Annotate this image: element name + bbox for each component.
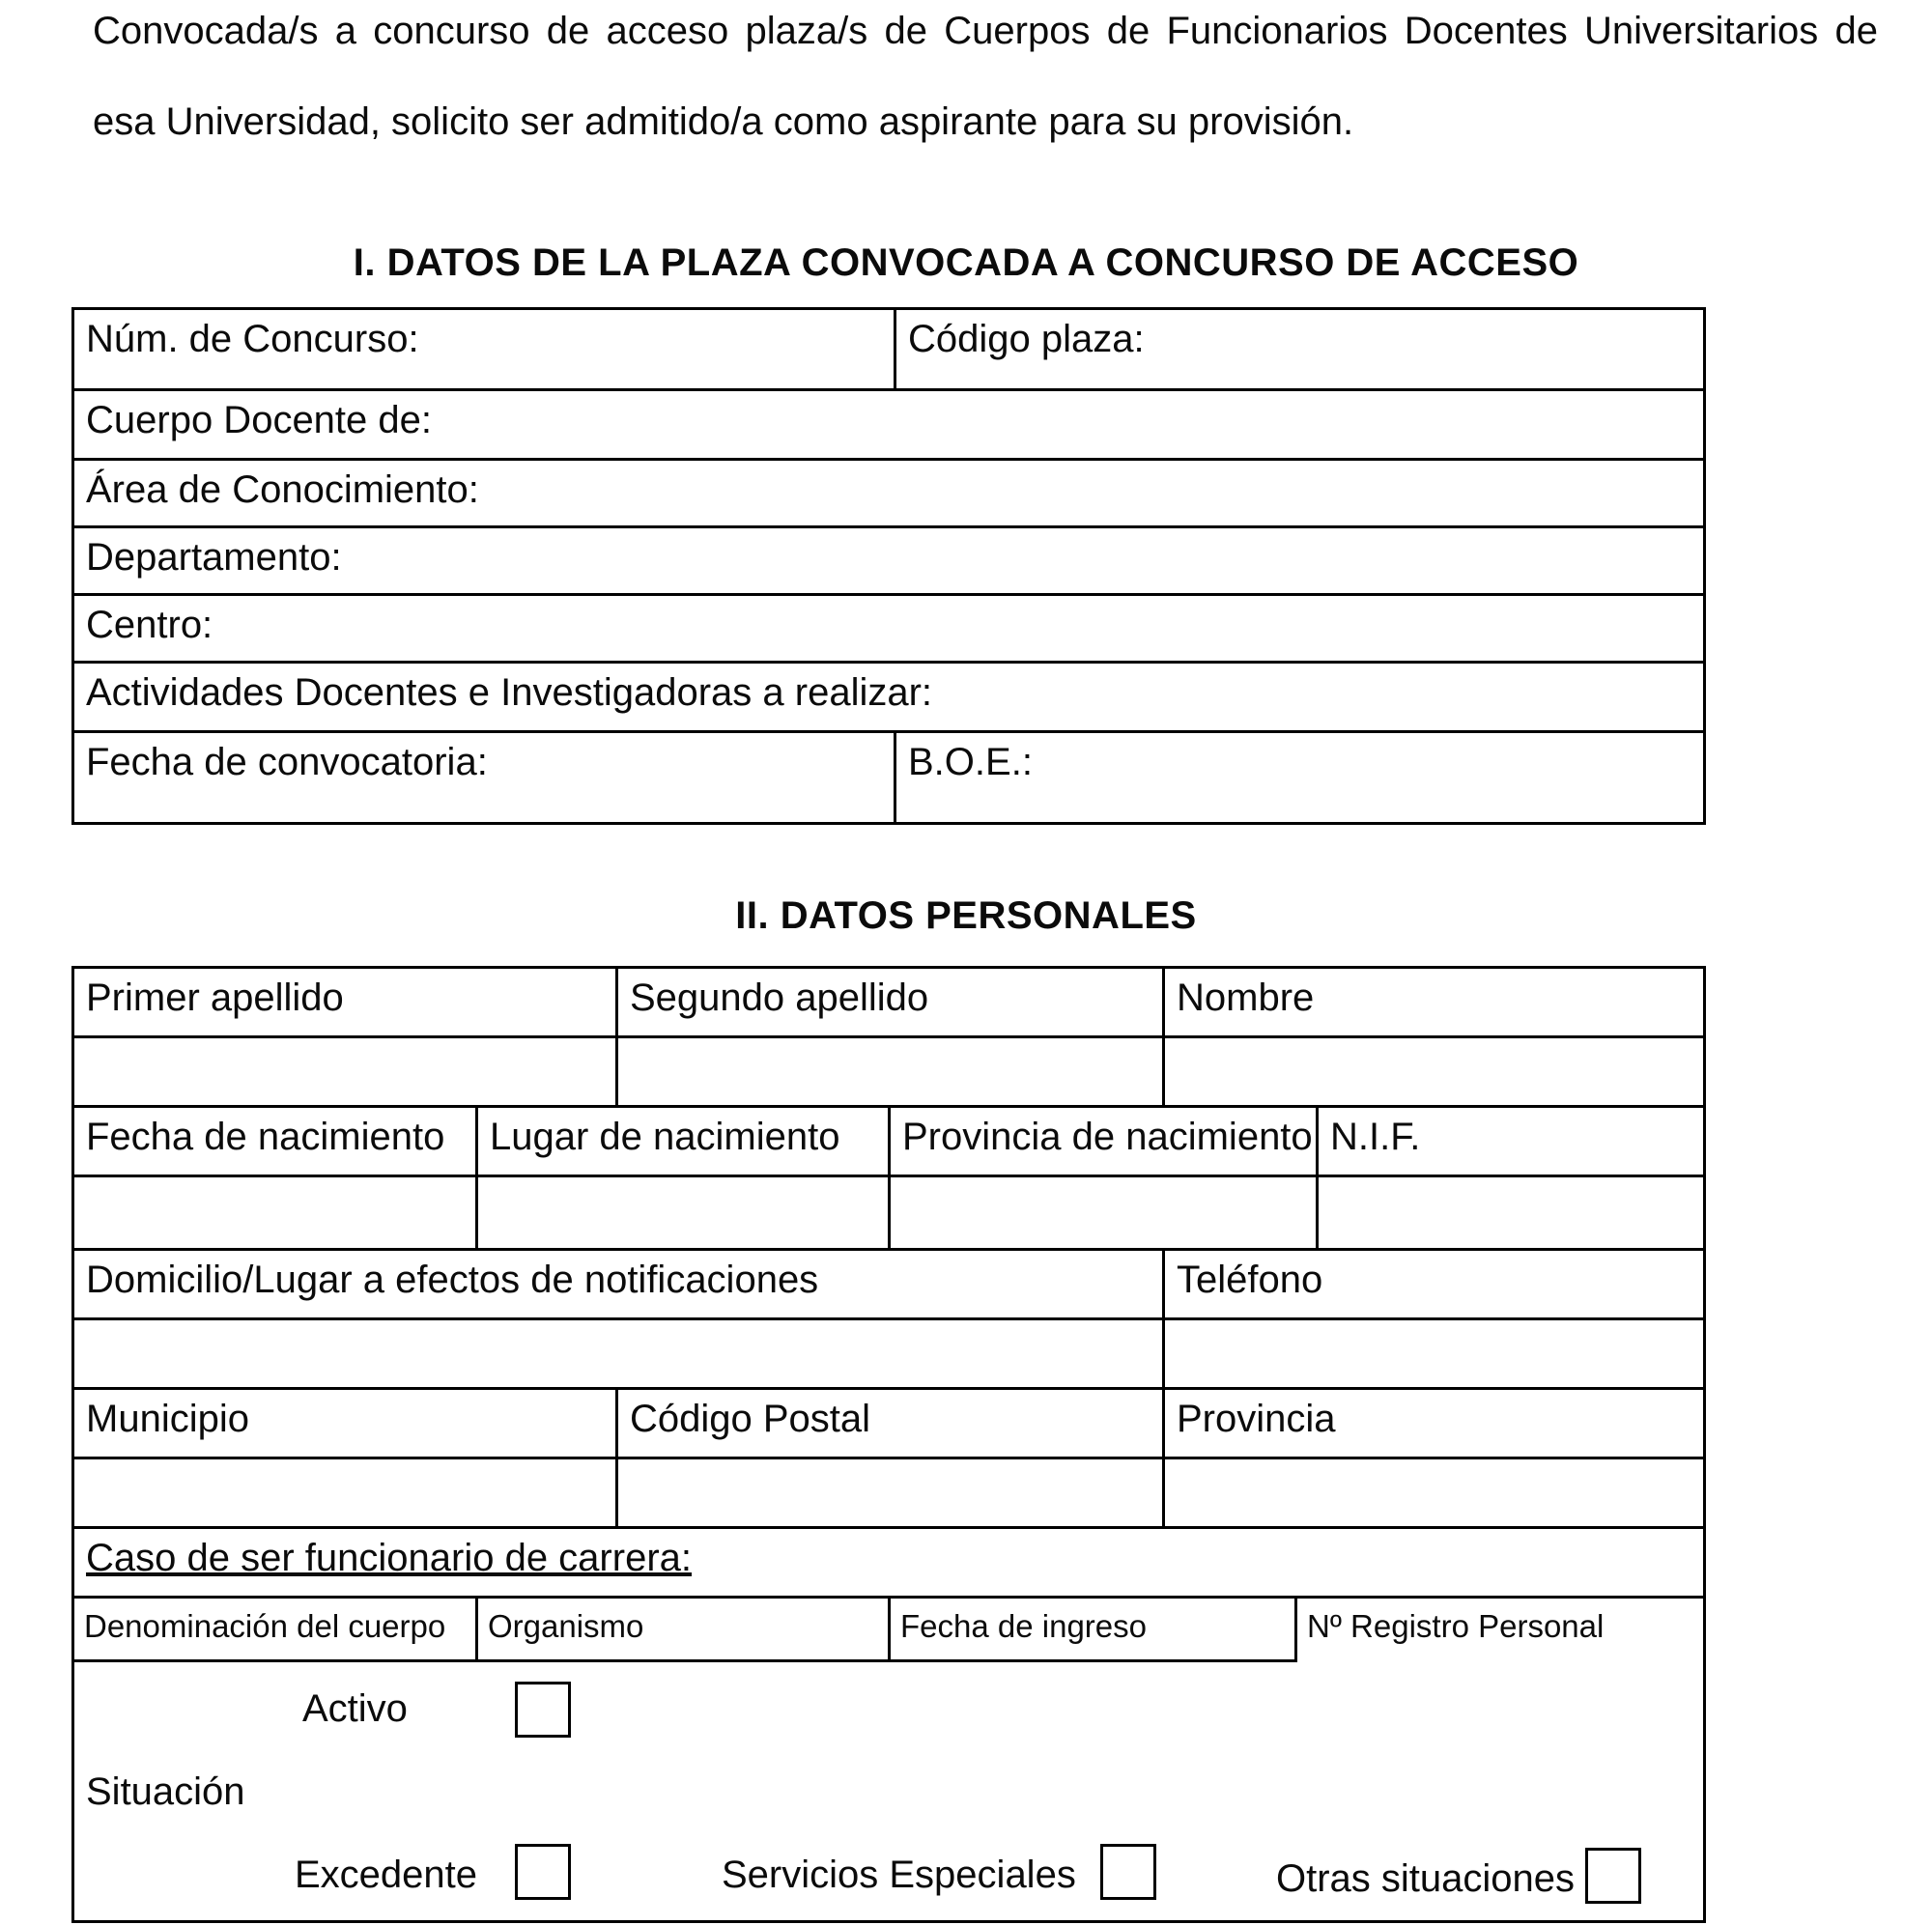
intro-paragraph xyxy=(93,6,1878,147)
table-row xyxy=(74,528,1703,596)
excedente-checkbox[interactable] xyxy=(515,1844,571,1900)
centro-field[interactable] xyxy=(74,596,1703,661)
fecha-nacimiento-input[interactable] xyxy=(74,1177,478,1248)
segundo-apellido-label: Segundo apellido xyxy=(618,969,1165,1035)
table-row xyxy=(74,1108,1703,1177)
provincia-nacimiento-input[interactable] xyxy=(891,1177,1319,1248)
servicios-especiales-checkbox[interactable] xyxy=(1100,1844,1156,1900)
datos-personales-table xyxy=(71,966,1706,1923)
funcionario-header xyxy=(74,1529,1703,1596)
intro-line-2: esa Universidad, solicito ser admitido/a como aspirante para su provisión. xyxy=(93,100,1354,143)
centro-label: Centro: xyxy=(86,604,213,646)
table-row xyxy=(74,733,1703,822)
excedente-label: Excedente xyxy=(295,1854,478,1896)
activo-checkbox[interactable] xyxy=(515,1682,571,1738)
table-row xyxy=(74,310,1703,391)
nif-input[interactable] xyxy=(1319,1177,1703,1248)
table-row xyxy=(74,1390,1703,1459)
provincia-label: Provincia xyxy=(1177,1398,1336,1440)
table-row xyxy=(74,391,1703,461)
nif-label: N.I.F. xyxy=(1330,1116,1421,1158)
fecha-nacimiento-label: Fecha de nacimiento xyxy=(74,1108,478,1175)
municipio-label: Municipio xyxy=(74,1390,618,1457)
plaza-table xyxy=(71,307,1706,825)
table-row xyxy=(74,461,1703,528)
fecha-convocatoria-label: Fecha de convocatoria: xyxy=(86,741,488,783)
departamento-field[interactable] xyxy=(74,528,1703,593)
section1-title: I. DATOS DE LA PLAZA CONVOCADA A CONCURSO DE ACCESO xyxy=(353,241,1579,284)
municipio-input[interactable] xyxy=(74,1459,618,1526)
organismo-label: Organismo xyxy=(478,1599,891,1662)
area-conocimiento-field[interactable] xyxy=(74,461,1703,525)
table-row xyxy=(74,1599,1703,1662)
table-row xyxy=(74,1038,1703,1108)
activo-label: Activo xyxy=(302,1687,408,1730)
nombre-input[interactable] xyxy=(1165,1038,1703,1105)
num-concurso-label: Núm. de Concurso: xyxy=(86,318,419,360)
table-row xyxy=(74,1662,1703,1920)
lugar-nacimiento-label: Lugar de nacimiento xyxy=(478,1108,891,1175)
otras-situaciones-label: Otras situaciones xyxy=(1276,1857,1576,1900)
funcionario-header-text: Caso de ser funcionario de carrera: xyxy=(86,1537,692,1579)
primer-apellido-label: Primer apellido xyxy=(74,969,618,1035)
provincia-input[interactable] xyxy=(1165,1459,1703,1526)
table-row xyxy=(74,969,1703,1038)
departamento-label: Departamento: xyxy=(86,536,342,579)
table-row xyxy=(74,664,1703,733)
lugar-nacimiento-input[interactable] xyxy=(478,1177,891,1248)
section2-title: II. DATOS PERSONALES xyxy=(735,894,1197,937)
codigo-plaza-field[interactable] xyxy=(896,310,1703,388)
intro-line-1: Convocada/s a concurso de acceso plaza/s de Cuerpos de Funcionarios Docentes Universitarios de xyxy=(93,10,1878,52)
servicios-especiales-label: Servicios Especiales xyxy=(722,1854,1076,1896)
codigo-postal-input[interactable] xyxy=(618,1459,1165,1526)
table-row xyxy=(74,596,1703,664)
domicilio-label: Domicilio/Lugar a efectos de notificaciones xyxy=(74,1251,1165,1317)
otras-situaciones-checkbox[interactable] xyxy=(1585,1848,1641,1904)
situacion-area xyxy=(74,1662,1703,1920)
cuerpo-docente-label: Cuerpo Docente de: xyxy=(86,399,433,441)
num-registro-label: Nº Registro Personal xyxy=(1307,1608,1605,1644)
situacion-label: Situación xyxy=(86,1770,245,1813)
segundo-apellido-input[interactable] xyxy=(618,1038,1165,1105)
area-conocimiento-label: Área de Conocimiento: xyxy=(86,468,479,511)
table-row xyxy=(74,1251,1703,1320)
telefono-label: Teléfono xyxy=(1177,1259,1323,1301)
domicilio-input[interactable] xyxy=(74,1320,1165,1387)
table-row xyxy=(74,1177,1703,1251)
fecha-convocatoria-field[interactable] xyxy=(74,733,896,822)
boe-field[interactable] xyxy=(896,733,1703,822)
table-row xyxy=(74,1529,1703,1599)
num-concurso-field[interactable] xyxy=(74,310,896,388)
cuerpo-docente-field[interactable] xyxy=(74,391,1703,458)
primer-apellido-input[interactable] xyxy=(74,1038,618,1105)
nombre-label: Nombre xyxy=(1177,977,1315,1019)
table-row xyxy=(74,1320,1703,1390)
denominacion-cuerpo-label: Denominación del cuerpo xyxy=(74,1599,478,1662)
actividades-label: Actividades Docentes e Investigadoras a realizar: xyxy=(86,671,933,714)
boe-label: B.O.E.: xyxy=(908,741,1033,783)
fecha-ingreso-label: Fecha de ingreso xyxy=(891,1599,1297,1662)
provincia-nacimiento-label: Provincia de nacimiento xyxy=(891,1108,1319,1175)
codigo-postal-label: Código Postal xyxy=(618,1390,1165,1457)
actividades-field[interactable] xyxy=(74,664,1703,730)
table-row xyxy=(74,1459,1703,1529)
telefono-input[interactable] xyxy=(1165,1320,1703,1387)
codigo-plaza-label: Código plaza: xyxy=(908,318,1145,360)
